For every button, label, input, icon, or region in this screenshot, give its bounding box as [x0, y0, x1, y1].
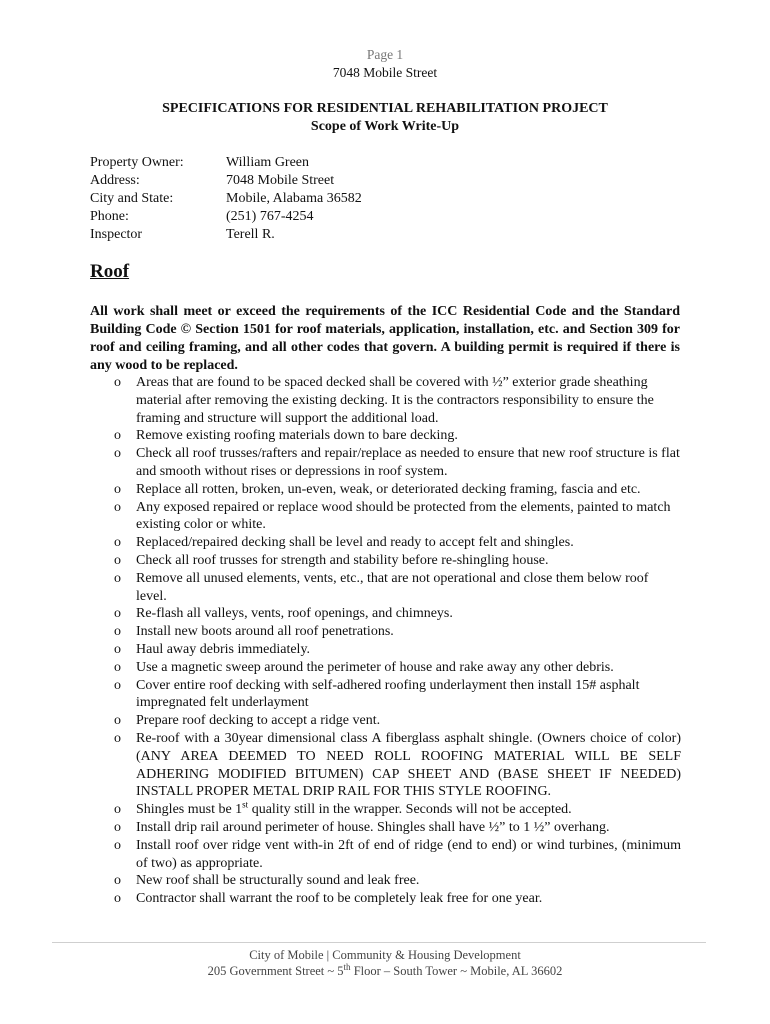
footer-divider: [52, 942, 706, 943]
intro-paragraph: All work shall meet or exceed the requirements of the ICC Residential Code and the Standard Building Code © Section 1501 for roof materials, application, installation, etc. and Section 309 for roof and ceiling framing, and all other codes that govern. A building permit is required if there is any wood to be replaced.: [90, 304, 680, 373]
info-label: Address:: [90, 173, 140, 188]
list-item-text: Cover entire roof decking with self-adhered roofing underlayment then install 15# asphalt impregnated felt underlayment: [136, 677, 640, 711]
list-item: [0, 730, 681, 801]
page-footer: [0, 947, 770, 979]
bullet-marker: o: [114, 606, 121, 622]
list-item: [0, 534, 681, 552]
info-label: Property Owner:: [90, 155, 184, 170]
bullet-marker: o: [114, 677, 121, 693]
list-item: [0, 499, 681, 535]
footer-address-pre: 205 Government Street ~ 5: [207, 964, 344, 978]
list-item-text: Haul away debris immediately.: [136, 641, 311, 657]
section-title-roof: Roof: [90, 261, 130, 282]
list-item: [0, 481, 681, 499]
bullet-marker: o: [114, 624, 121, 640]
bullet-marker: o: [114, 375, 121, 390]
header-street: 7048 Mobile Street: [332, 65, 438, 80]
list-item: [0, 837, 681, 873]
list-item: [0, 712, 681, 730]
list-item: [0, 890, 681, 908]
list-item-text: Replaced/repaired decking shall be level and ready to accept felt and shingles.: [136, 535, 574, 551]
bullet-marker: o: [114, 659, 121, 675]
list-item-text: Remove all unused elements, vents, etc., that are not operational and close them below roof level.: [136, 570, 649, 604]
list-item-text: Install roof over ridge vent with-in 2ft of end of ridge (end to end) or wind turbines, (minimum of two) as appropriate.: [136, 837, 681, 871]
list-item-text: New roof shall be structurally sound and leak free.: [136, 873, 420, 889]
page-header: [0, 46, 770, 82]
info-row-phone: [90, 208, 362, 226]
list-item-text: Check all roof trusses/rafters and repair/replace as needed to ensure that new roof structure is flat and smooth without rises or depressions in roof system.: [136, 446, 680, 479]
list-item-text: Any exposed repaired or replace wood should be protected from the elements, painted to match existing color or white.: [136, 499, 671, 533]
list-item: [0, 427, 681, 445]
list-item-text: Re-flash all valleys, vents, roof openings, and chimneys.: [136, 606, 453, 622]
bullet-marker: o: [114, 481, 121, 497]
list-item: [0, 570, 681, 606]
document-titles: [0, 100, 770, 136]
list-item-text-post: quality still in the wrapper. Seconds will not be accepted.: [248, 802, 572, 818]
footer-address: [0, 963, 770, 979]
list-item: [0, 623, 681, 641]
list-item-text: Install new boots around all roof penetrations.: [136, 624, 394, 640]
list-item: [0, 374, 681, 427]
ordinal-suffix: th: [343, 961, 351, 972]
list-item-text: Install drip rail around perimeter of house. Shingles shall have ½” to 1 ½” overhang.: [136, 819, 610, 835]
info-value: Mobile, Alabama 36582: [226, 191, 362, 206]
info-label: Inspector: [90, 227, 143, 242]
list-item: [0, 801, 681, 819]
list-item-text: Use a magnetic sweep around the perimeter of house and rake away any other debris.: [136, 659, 614, 675]
info-row-inspector: [90, 226, 362, 244]
bullet-marker: o: [114, 819, 121, 835]
list-item-text: Prepare roof decking to accept a ridge vent.: [136, 713, 381, 729]
info-label: City and State:: [90, 191, 174, 206]
info-label: Phone:: [90, 209, 129, 224]
list-item-text-pre: Shingles must be 1: [136, 802, 243, 818]
list-item: [0, 641, 681, 659]
document-title: SPECIFICATIONS FOR RESIDENTIAL REHABILITATION PROJECT: [162, 101, 608, 116]
list-item: [0, 677, 681, 713]
bullet-marker: o: [114, 837, 121, 853]
list-item: [0, 659, 681, 677]
info-value: (251) 767-4254: [226, 209, 314, 224]
bullet-marker: o: [114, 730, 121, 746]
list-item: [0, 552, 681, 570]
bullet-marker: o: [114, 713, 121, 729]
info-value: William Green: [226, 155, 310, 170]
list-item-text: Re-roof with a 30year dimensional class A fiberglass asphalt shingle. (Owners choice of color) (ANY AREA DEEMED TO NEED ROLL ROOFING MATERIAL WILL BE SELF ADHERING MODIFIED BITUMEN) CAP SHEET AND (BASE SHEET IF NEEDED) INSTALL PROPER METAL DRIP RAIL FOR THIS STYLE ROOFING.: [136, 730, 681, 800]
ordinal-suffix: st: [242, 799, 249, 810]
list-item-text: Areas that are found to be spaced decked shall be covered with ½” exterior grade sheathing material after removing the existing decking. It is the contractors responsibility to ensure the framing and structure will support the additional load.: [136, 375, 654, 426]
bullet-marker: o: [114, 873, 121, 889]
bullet-marker: o: [114, 428, 121, 444]
bullet-marker: o: [114, 891, 121, 907]
list-item: [0, 445, 681, 481]
footer-address-post: Floor – South Tower ~ Mobile, AL 36602: [350, 964, 563, 978]
property-info: [90, 154, 362, 244]
bullet-marker: o: [114, 446, 121, 462]
info-row-address: [90, 172, 362, 190]
info-value: Terell R.: [226, 227, 275, 242]
page-number: Page 1: [366, 47, 404, 62]
list-item-text: Contractor shall warrant the roof to be completely leak free for one year.: [136, 891, 543, 907]
list-item: [0, 872, 681, 890]
info-value: 7048 Mobile Street: [226, 173, 335, 188]
bullet-marker: o: [114, 552, 121, 568]
bullet-marker: o: [114, 802, 121, 818]
bullet-marker: o: [114, 641, 121, 657]
list-item: [0, 605, 681, 623]
list-item-text: Replace all rotten, broken, un-even, weak, or deteriorated decking framing, fascia and etc.: [136, 481, 641, 497]
bullet-marker: o: [114, 499, 121, 515]
list-item-text: Check all roof trusses for strength and stability before re-shingling house.: [136, 552, 549, 568]
list-item-text: Remove existing roofing materials down to bare decking.: [136, 428, 458, 444]
list-item-text: [136, 799, 572, 818]
bullet-marker: o: [114, 570, 121, 586]
roof-requirements-list: [0, 374, 770, 908]
footer-org: City of Mobile | Community & Housing Development: [249, 948, 521, 962]
list-item: [0, 819, 681, 837]
document-subtitle: Scope of Work Write-Up: [310, 119, 460, 134]
bullet-marker: o: [114, 535, 121, 551]
info-row-city-state: [90, 190, 362, 208]
info-row-owner: [90, 154, 362, 172]
